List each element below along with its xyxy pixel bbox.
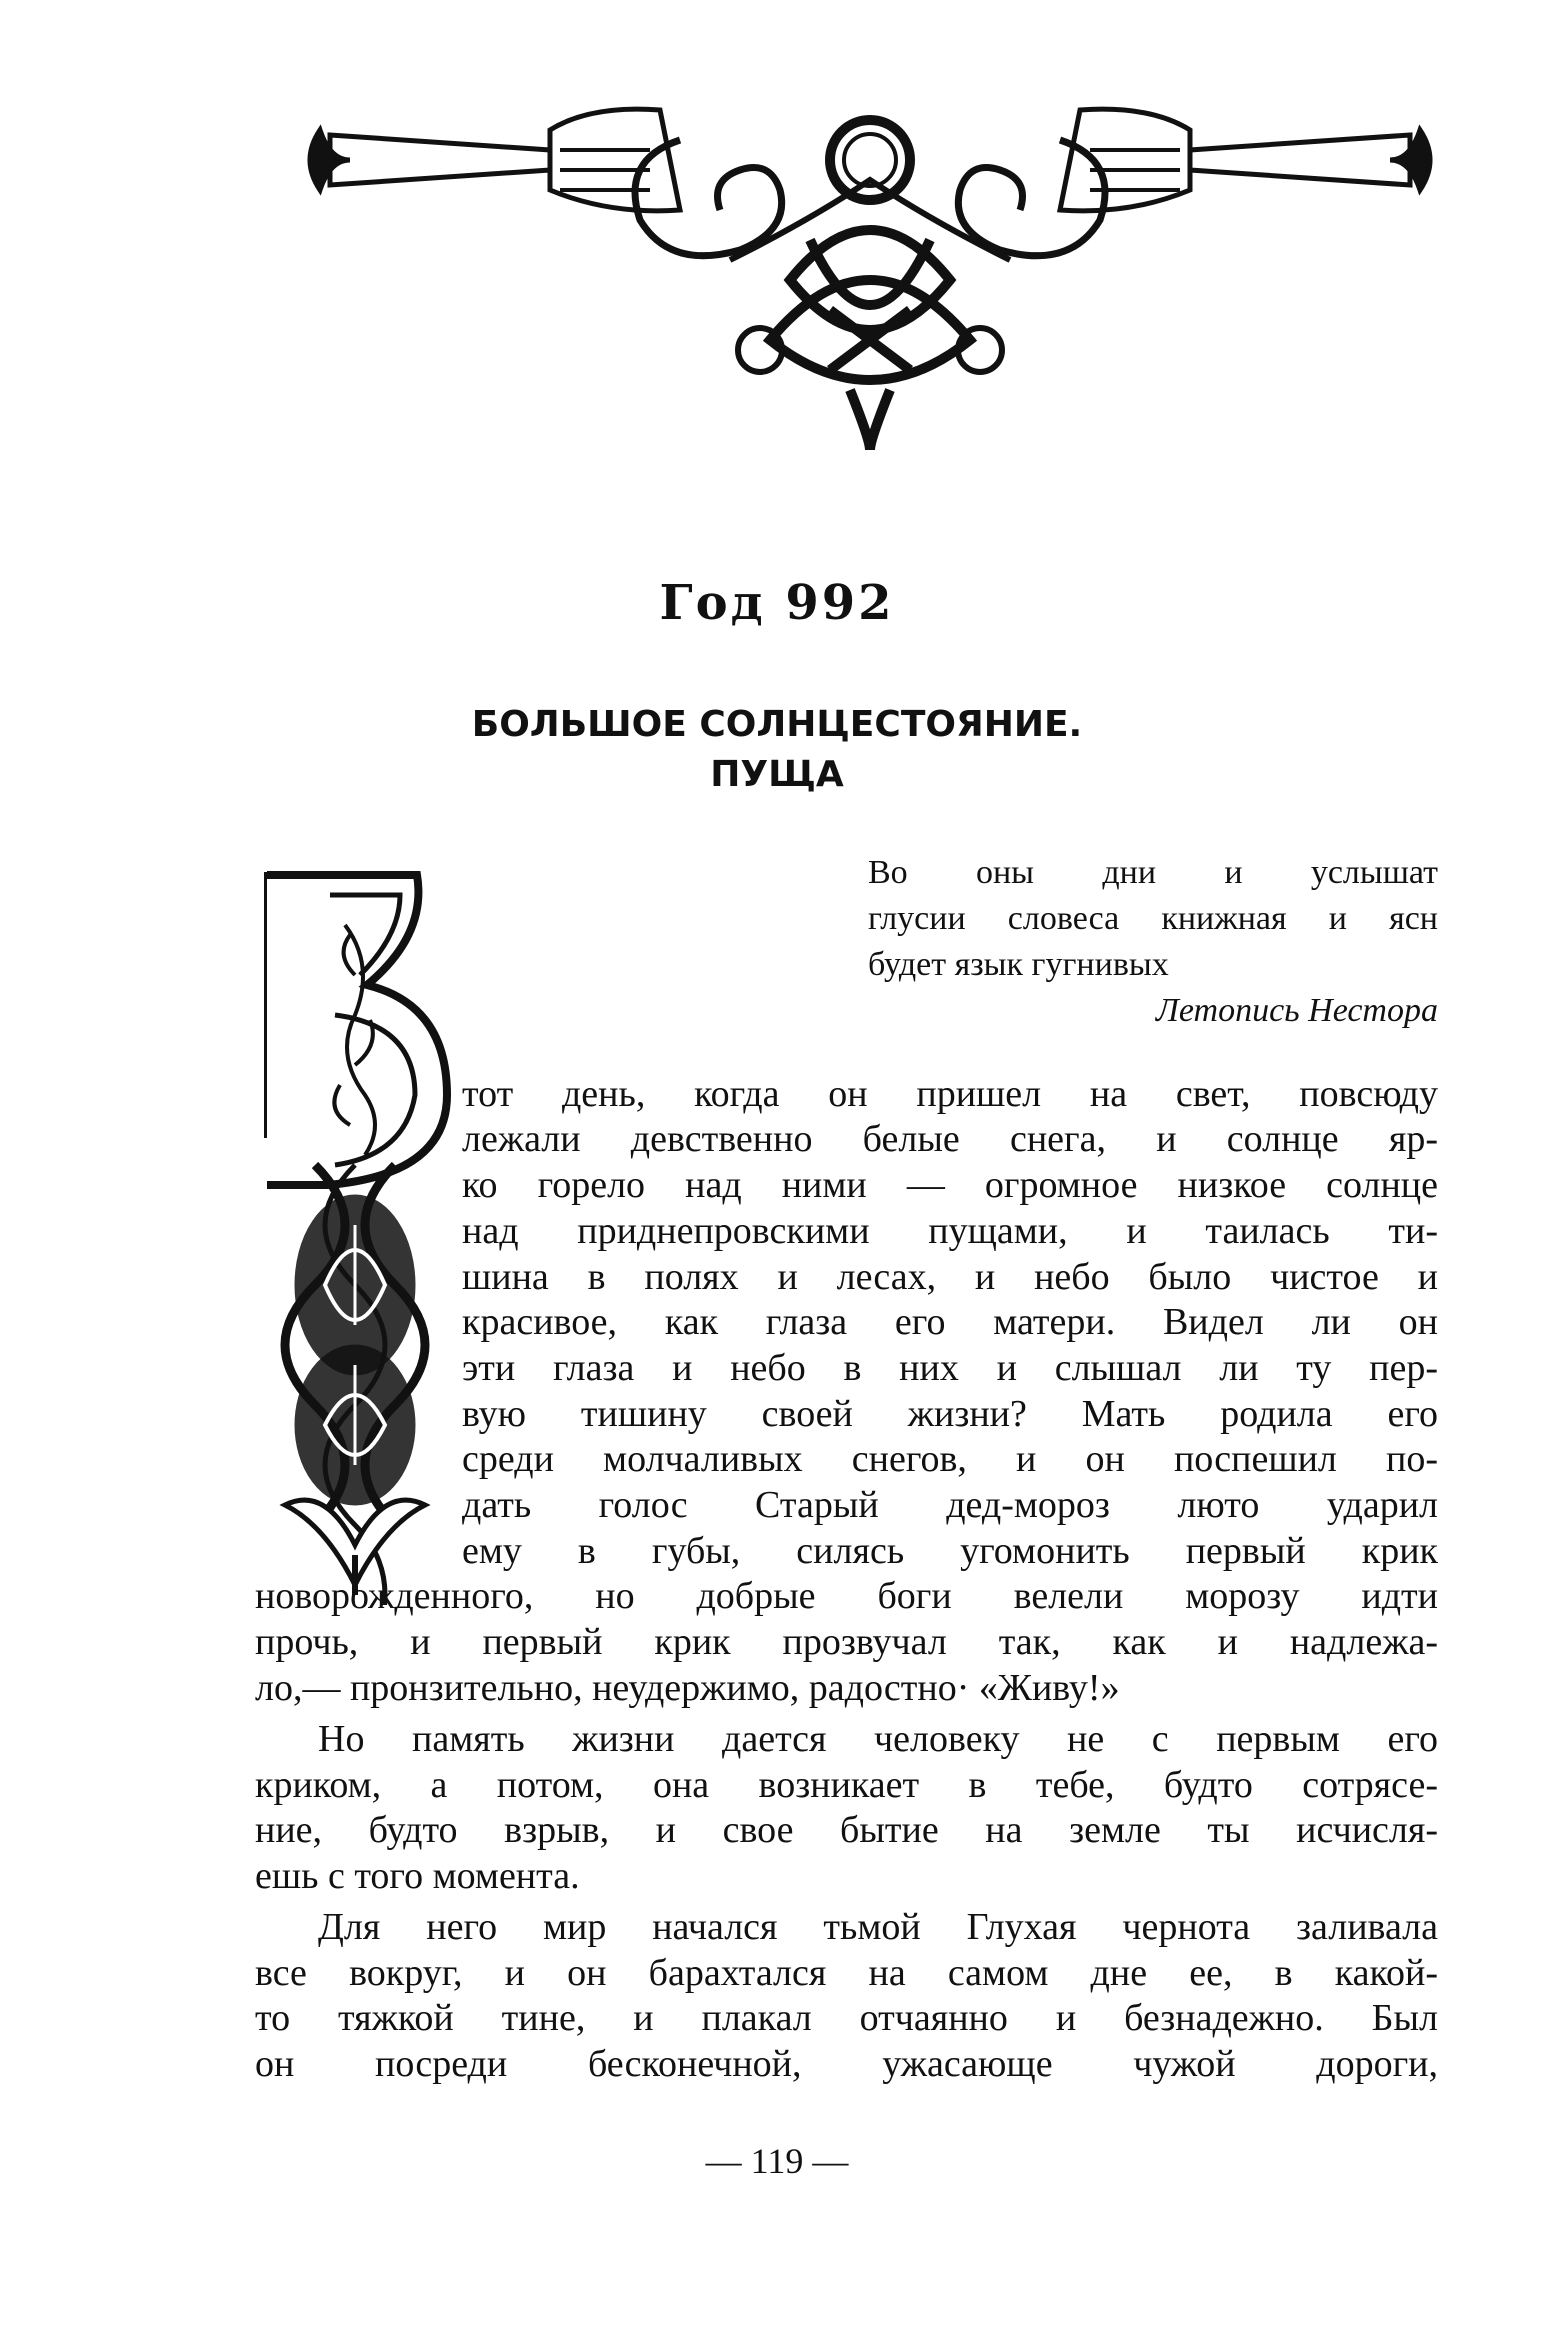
- epigraph-source: Летопись Нестора: [1155, 992, 1438, 1029]
- ornamental-headpiece: [290, 90, 1450, 450]
- chapter-title: [0, 700, 1554, 800]
- body-text-line: красивое, как глаза его матери. Видел ли он: [462, 1301, 1438, 1343]
- body-text-line: прочь, и первый крик прозвучал так, как и надлежа-: [255, 1621, 1438, 1663]
- epigraph-line: Во оны дни и услышат: [868, 854, 1438, 891]
- body-text-line: все вокруг, и он барахтался на самом дне ее, в какой-: [255, 1952, 1438, 1994]
- body-text-line: ние, будто взрыв, и свое бытие на земле ты исчисля-: [255, 1809, 1438, 1851]
- knotwork-ornament-icon: [290, 90, 1450, 450]
- body-text-line: Но память жизни дается человеку не с первым его: [318, 1718, 1438, 1760]
- body-text-line: криком, а потом, она возникает в тебе, будто сотрясе-: [255, 1764, 1438, 1806]
- body-text-line: над приднепровскими пущами, и таилась ти-: [462, 1210, 1438, 1252]
- body-text-line: тот день, когда он пришел на свет, повсюду: [462, 1073, 1438, 1115]
- body-text-line: вую тишину своей жизни? Мать родила его: [462, 1393, 1438, 1435]
- body-text-line: он посреди бесконечной, ужасающе чужой дороги,: [255, 2043, 1438, 2085]
- body-text-line: лежали девственно белые снега, и солнце яр-: [462, 1118, 1438, 1160]
- epigraph-line: будет язык гугнивых: [868, 946, 1169, 983]
- body-text-line: шина в полях и лесах, и небо было чистое и: [462, 1256, 1438, 1298]
- page-number: — 119 —: [705, 2141, 849, 2181]
- chapter-title-line-2: ПУЩА: [710, 754, 844, 795]
- body-text-line: Для него мир начался тьмой Глухая чернота заливала: [318, 1906, 1438, 1948]
- body-text-line: ло,— пронзительно, неудержимо, радостно· «Живу!»: [255, 1667, 1120, 1709]
- illuminated-dropcap: [255, 865, 455, 1605]
- year-heading: Год 992: [659, 575, 895, 631]
- body-text-line: новорожденного, но добрые боги велели морозу идти: [255, 1575, 1438, 1617]
- body-text-line: ешь с того момента.: [255, 1855, 580, 1897]
- body-text-line: дать голос Старый дед-мороз люто ударил: [462, 1484, 1438, 1526]
- body-text-line: то тяжкой тине, и плакал отчаянно и безнадежно. Был: [255, 1997, 1438, 2039]
- body-text-line: среди молчаливых снегов, и он поспешил по-: [462, 1438, 1438, 1480]
- body-text-line: эти глаза и небо в них и слышал ли ту пер-: [462, 1347, 1438, 1389]
- body-text-line: ему в губы, силясь угомонить первый крик: [462, 1530, 1438, 1572]
- chapter-title-line-1: БОЛЬШОЕ СОЛНЦЕСТОЯНИЕ.: [471, 704, 1083, 745]
- epigraph-line: глусии словеса книжная и ясн: [868, 900, 1438, 937]
- body-text-line: ко горело над ними — огромное низкое солнце: [462, 1164, 1438, 1206]
- dropcap-v-icon: [255, 865, 455, 1605]
- epigraph: [868, 850, 1438, 1034]
